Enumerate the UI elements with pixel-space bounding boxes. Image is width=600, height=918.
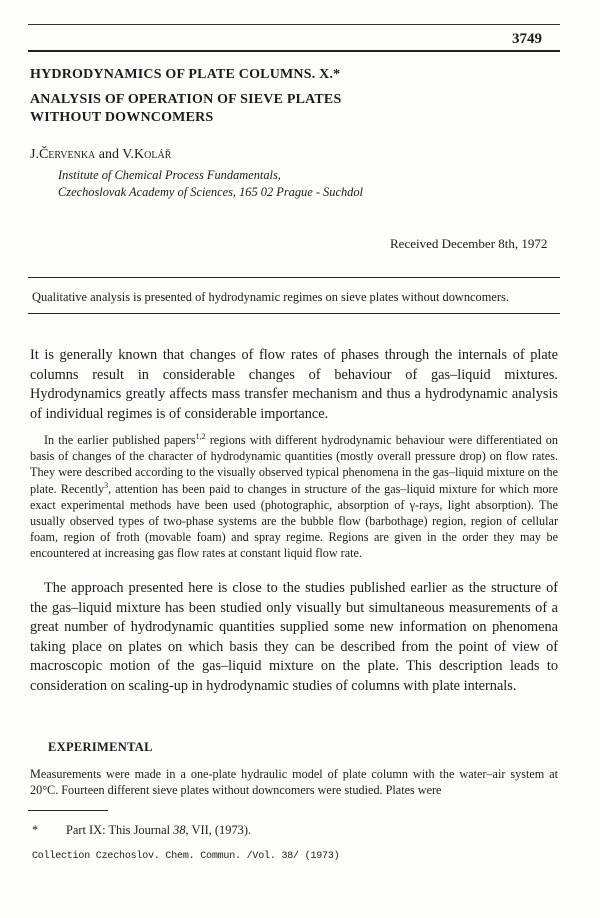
header-rule-top	[28, 24, 560, 25]
reference-3: 3	[104, 480, 109, 490]
article-title-line-2: ANALYSIS OF OPERATION OF SIEVE PLATES	[30, 92, 342, 107]
affiliation-line-1: Institute of Chemical Process Fundamentals,	[58, 168, 281, 182]
abstract-rule-bottom	[28, 313, 560, 314]
p3-text: The approach presented here is close to the studies published earlier as the structure of the gas–liquid mixture has been studied only visually but simultaneous measurements of a great number of hydrodynamic quantities supplied some new information on phenomena taking place on plates on which basis they can be described from the point of view of macroscopic motion of the gas–liquid mixture on the plate. This description leads to consideration on scaling-up in hydrodynamic studies of columns with plate internals.	[30, 580, 558, 694]
intro-paragraph-2	[30, 432, 558, 562]
footnote-volume: 38,	[173, 823, 189, 837]
section-heading-experimental: EXPERIMENTAL	[48, 740, 153, 754]
footnote-text-b: VII, (1973).	[188, 823, 252, 837]
article-title-line-1: HYDRODYNAMICS OF PLATE COLUMNS. X.*	[30, 67, 341, 82]
intro-paragraph-3	[30, 579, 558, 696]
authors-and: and	[95, 147, 123, 162]
journal-citation: Collection Czechoslov. Chem. Commun. /Vol. 38/ (1973)	[32, 851, 340, 862]
intro-paragraph-1: It is generally known that changes of flow rates of phases through the internals of plate columns result in considerable changes of behaviour of gas–liquid mixtures. Hydrodynamics greatly affects mass transfer mechanism and thus a hydrodynamic analysis of individual regimes is of considerable importance.	[30, 347, 558, 422]
article-title-line-3: WITHOUT DOWNCOMERS	[30, 110, 214, 125]
author-2-initial: V.	[122, 147, 135, 162]
p2-text-a: In the earlier published papers	[44, 433, 196, 447]
authors	[30, 147, 171, 163]
affiliation-line-2: Czechoslovak Academy of Sciences, 165 02 Prague - Suchdol	[58, 185, 363, 199]
reference-1-2: 1,2	[195, 432, 206, 441]
received-date: Received December 8th, 1972	[390, 236, 548, 251]
footnote-text-a: Part IX: This Journal	[66, 823, 174, 837]
author-1-name: Červenka	[38, 147, 96, 162]
abstract: Qualitative analysis is presented of hydrodynamic regimes on sieve plates without downcomers.	[32, 290, 509, 304]
p2-text-c: , attention has been paid to changes in structure of the gas–liquid mixture for which more exact experimental methods have been used (photographic, absorption of γ-rays, light absorption). The usually observed types of two-phase systems are the bubble flow (barbothage) region, region of cellular foam, region of froth (movable foam) and spray regime. Regions are given in the order they may be encountered at increasing gas flow rates at constant liquid flow rate.	[30, 481, 558, 561]
affiliation	[58, 167, 363, 201]
experimental-paragraph: Measurements were made in a one-plate hydraulic model of plate column with the water–air system at 20°C. Fourteen different sieve plates without downcomers were studied. Plates were	[30, 767, 558, 798]
p2-text-b: regions with different hydrodynamic behaviour were differentiated on basis of changes of the character of hydrodynamic quantities (mostly overall pressure drop) on flow rates. They were described according to the visually observed typical phenomena in the gas–liquid mixture on the plate. Recently	[30, 433, 558, 496]
author-1-initial: J.	[30, 147, 39, 162]
abstract-rule-top	[28, 277, 560, 278]
footnote	[32, 823, 251, 838]
footnote-mark: *	[32, 823, 39, 837]
page-number: 3749	[512, 31, 542, 47]
author-2-name: Kolář	[134, 147, 172, 162]
header-rule	[28, 50, 560, 52]
footnote-rule	[28, 810, 108, 811]
